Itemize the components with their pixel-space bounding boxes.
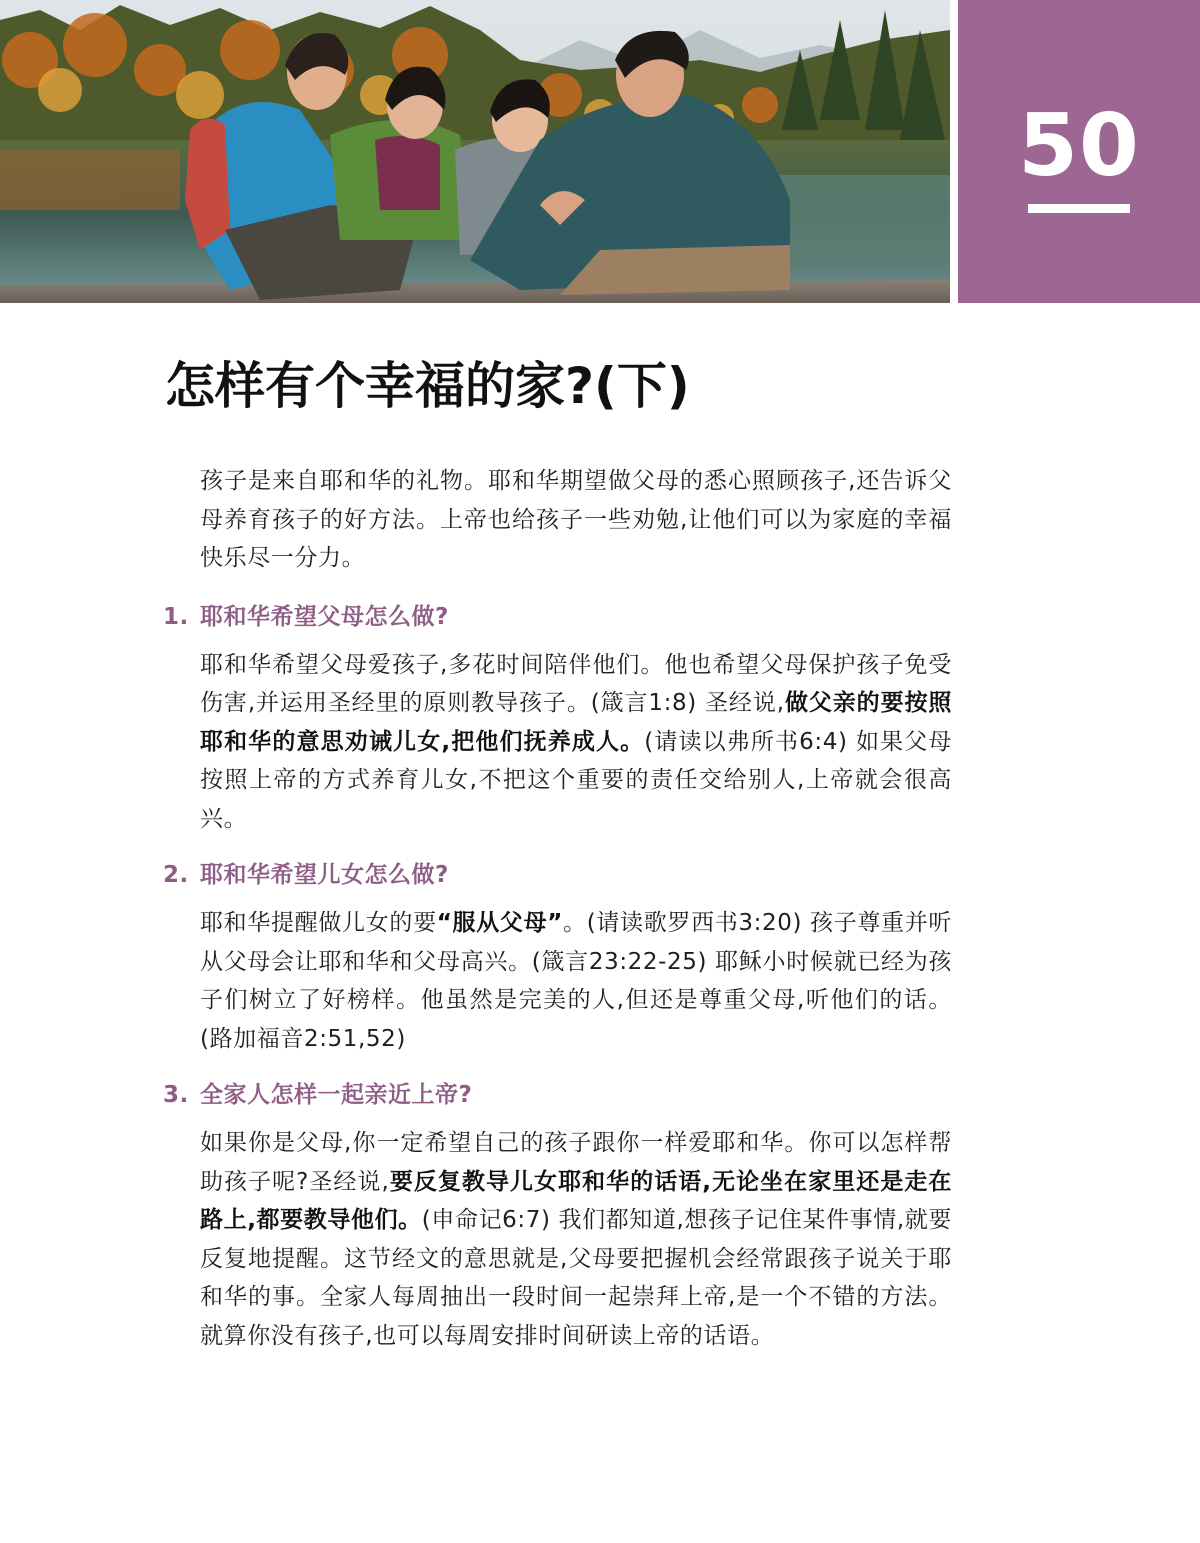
page-title: 怎样有个幸福的家?(下): [165, 357, 690, 415]
section-text: (请读以弗所书6:4) 如果父母按照上帝的方式养育儿女,不把这个重要的责任交给别人,上帝就会很高兴。: [200, 728, 952, 832]
section-paragraph: [200, 646, 952, 839]
lesson-content: [163, 462, 953, 1373]
section-text: 如果你是父母,你一定希望自己的孩子跟你一样爱耶和华。你可以怎样帮助孩子呢?圣经说,: [200, 1130, 952, 1195]
scripture-emphasis: “服从父母”: [436, 910, 563, 936]
header-divider: [950, 0, 958, 303]
section-number: 1.: [163, 603, 189, 630]
section-question-text: 全家人怎样一起亲近上帝?: [200, 1082, 473, 1108]
section-2: [163, 856, 952, 1058]
section-question: [163, 1076, 952, 1114]
section-paragraph: [200, 904, 952, 1058]
lesson-number-underline: [1028, 204, 1130, 213]
section-text: 耶和华希望父母爱孩子,多花时间陪伴他们。他也希望父母保护孩子免受伤害,并运用圣经里的原则教导孩子。(箴言1:8) 圣经说,: [200, 651, 952, 716]
section-number: 3.: [163, 1082, 189, 1108]
section-number: 2.: [163, 862, 189, 888]
section-3: [163, 1076, 952, 1355]
section-question-text: 耶和华希望儿女怎么做?: [200, 862, 449, 888]
section-question: [163, 856, 952, 894]
lesson-number: 50: [1018, 96, 1140, 196]
section-text: 耶和华提醒做儿女的要: [200, 910, 437, 936]
section-paragraph: [200, 1124, 952, 1355]
section-1: [163, 598, 953, 839]
scripture-emphasis: 要反复教导儿女耶和华的话语,无论坐在家里还是走在路上,都要教导他们。: [200, 1168, 952, 1233]
scripture-emphasis: 做父亲的要按照耶和华的意思劝诫儿女,把他们抚养成人。: [200, 690, 953, 755]
section-text: 。(请读歌罗西书3:20) 孩子尊重并听从父母会让耶和华和父母高兴。(箴言23:22-25) 耶稣小时候就已经为孩子们树立了好榜样。他虽然是完美的人,但还是尊重父母,听他们的话。(路加福音2:51,52): [200, 910, 952, 1052]
header-photo: [0, 0, 950, 303]
lesson-number-tab: [958, 0, 1200, 303]
section-text: (申命记6:7) 我们都知道,想孩子记住某件事情,就要反复地提醒。这节经文的意思就是,父母要把握机会经常跟孩子说关于耶和华的事。全家人每周抽出一段时间一起崇拜上帝,是一个不错的方法。就算你没有孩子,也可以每周安排时间研读上帝的话语。: [200, 1207, 952, 1349]
section-question-text: 耶和华希望父母怎么做?: [200, 603, 449, 630]
intro-paragraph: 孩子是来自耶和华的礼物。耶和华期望做父母的悉心照顾孩子,还告诉父母养育孩子的好方法。上帝也给孩子一些劝勉,让他们可以为家庭的幸福快乐尽一分力。: [200, 468, 952, 571]
section-question: [163, 598, 952, 636]
